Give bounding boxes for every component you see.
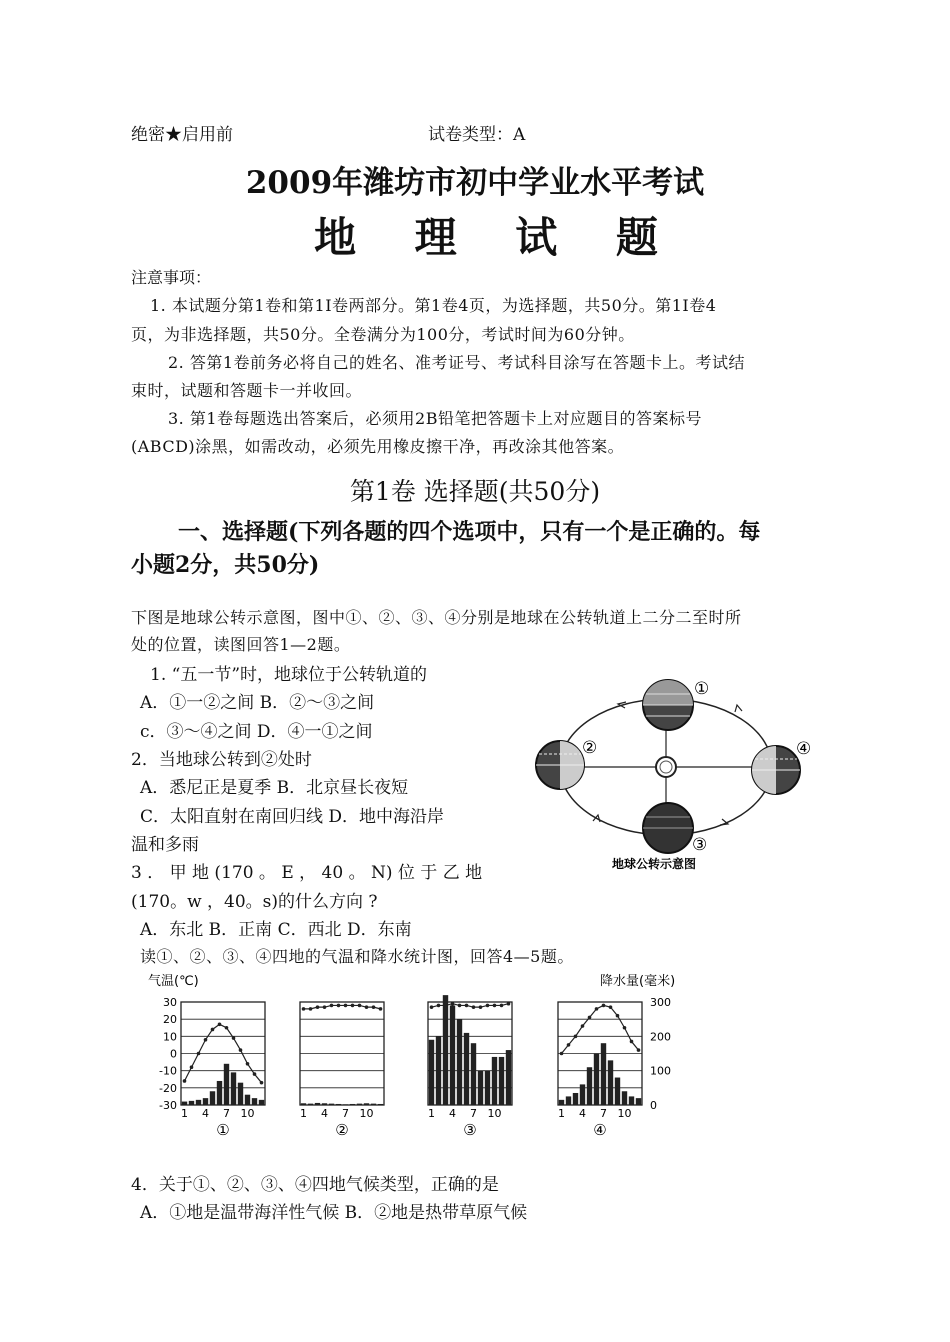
month-tick-label: 10 [617, 1107, 632, 1120]
precip-bar [259, 1100, 264, 1105]
precip-tick-label: 300 [650, 996, 671, 1009]
precip-bar [471, 1043, 476, 1105]
precip-bar [336, 1104, 341, 1105]
precip-bar [210, 1091, 215, 1105]
temp-point [344, 1004, 348, 1008]
precip-bar [573, 1093, 578, 1105]
section-title: 第1卷 选择题(共50分) [349, 477, 601, 506]
month-tick-label: 4 [321, 1107, 328, 1120]
temp-point [458, 1004, 462, 1008]
notice-line: 束时，试题和答题卡一并收回。 [131, 381, 363, 400]
part-heading-cont: 小题2分，共50分) [131, 552, 320, 578]
month-tick-label: 1 [428, 1107, 435, 1120]
intro-line: 下图是地球公转示意图，图中①、②、③、④分别是地球在公转轨道上二分二至时所 [131, 608, 742, 627]
month-tick-label: 7 [470, 1107, 477, 1120]
temp-point [595, 1007, 599, 1011]
precip-bar [203, 1098, 208, 1105]
precip-bar [450, 1005, 455, 1105]
precip-bar [252, 1098, 257, 1105]
temp-point [309, 1007, 313, 1011]
climate-chart [428, 995, 512, 1139]
temp-tick-label: 20 [163, 1013, 177, 1027]
temp-point [472, 1005, 476, 1009]
temp-point [330, 1004, 334, 1008]
temp-tick-label: -10 [159, 1064, 177, 1078]
temp-tick-label: 10 [163, 1030, 177, 1044]
precip-bar [182, 1102, 187, 1105]
precip-bar [492, 1057, 497, 1105]
precip-tick-label: 100 [650, 1064, 671, 1078]
temp-point [616, 1014, 620, 1018]
q1-options-ab: A．①一②之间 B．②～③之间 [140, 693, 375, 713]
temp-point [372, 1005, 376, 1009]
precip-bar [580, 1084, 585, 1105]
precip-bar [371, 1104, 376, 1105]
month-tick-label: 7 [600, 1107, 607, 1120]
month-tick-label: 7 [342, 1107, 349, 1120]
secret-label: 绝密★启用前 [131, 125, 233, 145]
chart-label: ① [216, 1121, 230, 1139]
temp-point [486, 1004, 490, 1008]
precip-bar [429, 1040, 434, 1105]
precip-bar [231, 1072, 236, 1105]
temp-point [602, 1004, 606, 1008]
precip-axis-label: 降水量(毫米) [600, 974, 676, 989]
precip-bar [499, 1057, 504, 1105]
orbit-label-1: ① [694, 679, 710, 699]
q2-options-cd: C．太阳直射在南回归线 D．地中海沿岸 [140, 807, 445, 827]
climate-chart [558, 1002, 642, 1139]
temp-tick-label: 30 [163, 996, 177, 1009]
orbit-diagram [530, 672, 825, 877]
temp-point [507, 1002, 511, 1006]
temp-point [211, 1028, 215, 1032]
temp-point [358, 1004, 362, 1008]
precip-bar [217, 1081, 222, 1105]
temp-point [567, 1043, 571, 1047]
temp-point [246, 1062, 250, 1066]
precip-tick-label: 0 [650, 1099, 657, 1112]
precip-bar [315, 1103, 320, 1105]
temp-point [204, 1038, 208, 1042]
notice-line: 3. 第1卷每题选出答案后，必须用2B铅笔把答题卡上对应题目的答案标号 [168, 409, 702, 428]
earth-position-1 [643, 680, 693, 730]
precip-bar [350, 1104, 355, 1105]
precip-bar [196, 1100, 201, 1105]
chart-label: ② [335, 1121, 349, 1139]
precip-bar [329, 1104, 334, 1105]
notice-heading: 注意事项： [131, 268, 212, 287]
precip-bar [636, 1098, 641, 1105]
climate-charts [140, 968, 700, 1146]
precip-bar [566, 1096, 571, 1105]
precip-bar [587, 1067, 592, 1105]
temp-point [609, 1005, 613, 1009]
temp-point [560, 1052, 564, 1056]
precip-bar [457, 1019, 462, 1105]
temp-point [588, 1016, 592, 1020]
precip-bar [485, 1071, 490, 1105]
orbit-caption: 地球公转示意图 [612, 857, 697, 871]
month-tick-label: 7 [223, 1107, 230, 1120]
temp-point [323, 1005, 327, 1009]
temp-point [500, 1004, 504, 1008]
precip-bar [238, 1083, 243, 1105]
q2-options-ab: A．悉尼正是夏季 B．北京昼长夜短 [140, 778, 409, 798]
month-tick-label: 1 [181, 1107, 188, 1120]
temp-point [239, 1048, 243, 1052]
earth-position-4 [752, 746, 800, 794]
temp-point [302, 1007, 306, 1011]
precip-bar [506, 1050, 511, 1105]
q3-options: A．东北 B．正南 C．西北 D．东南 [140, 920, 412, 940]
precip-bar [436, 1036, 441, 1105]
precip-bar [378, 1104, 383, 1105]
precip-bar [629, 1096, 634, 1105]
temp-point [183, 1079, 187, 1083]
precip-bar [622, 1091, 627, 1105]
month-tick-label: 10 [359, 1107, 374, 1120]
climate-chart [181, 1002, 265, 1139]
temp-point [437, 1004, 441, 1008]
q2-options-cont: 温和多雨 [131, 835, 199, 855]
precip-bar [357, 1104, 362, 1105]
precip-bar [443, 995, 448, 1105]
precip-bar [594, 1054, 599, 1106]
precip-bar [322, 1103, 327, 1105]
precip-bar [559, 1100, 564, 1105]
temp-point [379, 1007, 383, 1011]
temp-point [253, 1072, 257, 1076]
month-tick-label: 4 [579, 1107, 586, 1120]
temp-point [197, 1052, 201, 1056]
temp-point [444, 1004, 448, 1008]
earth-position-2 [536, 741, 584, 789]
q3-stem-cont: (170。w ，40。s)的什么方向 ? [131, 892, 378, 912]
temp-point [225, 1026, 229, 1030]
temp-axis-label: 气温(℃) [148, 974, 199, 989]
precip-bar [608, 1060, 613, 1105]
temp-point [479, 1005, 483, 1009]
temp-point [337, 1004, 341, 1008]
temp-point [351, 1004, 355, 1008]
orbit-label-3: ③ [692, 835, 708, 855]
precip-bar [343, 1104, 348, 1105]
subject-title: 地 理 试 题 [314, 213, 680, 262]
orbit-label-4: ④ [796, 739, 812, 759]
temp-point [574, 1035, 578, 1039]
precip-bar [464, 1033, 469, 1105]
temp-point [365, 1005, 369, 1009]
precip-bar [615, 1078, 620, 1105]
precip-bar [224, 1064, 229, 1105]
earth-position-3 [643, 803, 693, 853]
precip-tick-label: 200 [650, 1030, 671, 1044]
climate-chart [300, 1002, 384, 1139]
paper-type: 试卷类型：A [428, 125, 526, 145]
temp-point [232, 1036, 236, 1040]
temp-point [190, 1065, 194, 1069]
q1-stem: 1. “五一节”时，地球位于公转轨道的 [150, 665, 428, 685]
temp-point [218, 1023, 222, 1027]
notice-line: 页，为非选择题，共50分。全卷满分为100分，考试时间为60分钟。 [131, 325, 635, 344]
precip-bar [245, 1095, 250, 1105]
temp-point [637, 1048, 641, 1052]
orbit-label-2: ② [582, 738, 598, 758]
month-tick-label: 4 [449, 1107, 456, 1120]
temp-point [430, 1005, 434, 1009]
temp-point [623, 1026, 627, 1030]
part-heading: 一、选择题(下列各题的四个选项中，只有一个是正确的。每 [178, 519, 761, 545]
chart-label: ④ [593, 1121, 607, 1139]
temp-point [451, 1002, 455, 1006]
q1-options-cd: c．③～④之间 D．④一①之间 [140, 722, 373, 742]
month-tick-label: 10 [240, 1107, 255, 1120]
notice-line: (ABCD)涂黑，如需改动，必须先用橡皮擦干净，再改涂其他答案。 [131, 437, 625, 456]
temp-point [465, 1004, 469, 1008]
q2-stem: 2．当地球公转到②处时 [131, 750, 312, 770]
temp-point [493, 1004, 497, 1008]
temp-point [581, 1024, 585, 1028]
q4-stem: 4．关于①、②、③、④四地气候类型，正确的是 [131, 1175, 499, 1195]
precip-bar [364, 1103, 369, 1105]
month-tick-label: 10 [487, 1107, 502, 1120]
precip-bar [301, 1103, 306, 1105]
precip-bar [189, 1101, 194, 1105]
chart-label: ③ [463, 1121, 477, 1139]
notice-line: 2. 答第1卷前务必将自己的姓名、准考证号、考试科目涂写在答题卡上。考试结 [168, 353, 746, 372]
temp-tick-label: 0 [170, 1047, 177, 1061]
precip-bar [308, 1104, 313, 1105]
q3-stem: 3 ． 甲 地 (170 。 E ， 40 。 N) 位 于 乙 地 [131, 863, 483, 883]
precip-bar [478, 1071, 483, 1105]
temp-point [630, 1040, 634, 1044]
month-tick-label: 1 [558, 1107, 565, 1120]
precip-bar [601, 1043, 606, 1105]
temp-tick-label: -30 [159, 1099, 177, 1112]
notice-line: 1. 本试题分第1卷和第1I卷两部分。第1卷4页，为选择题，共50分。第1I卷4 [150, 296, 717, 315]
temp-point [316, 1005, 320, 1009]
temp-tick-label: -20 [159, 1081, 177, 1095]
month-tick-label: 1 [300, 1107, 307, 1120]
intro-line: 处的位置，读图回答1—2题。 [131, 635, 351, 654]
exam-title: 2009年潍坊市初中学业水平考试 [245, 165, 705, 201]
q4-options-ab: A．①地是温带海洋性气候 B．②地是热带草原气候 [140, 1203, 528, 1223]
temp-point [260, 1081, 264, 1085]
read-instruction: 读①、②、③、④四地的气温和降水统计图，回答4—5题。 [140, 947, 574, 966]
month-tick-label: 4 [202, 1107, 209, 1120]
